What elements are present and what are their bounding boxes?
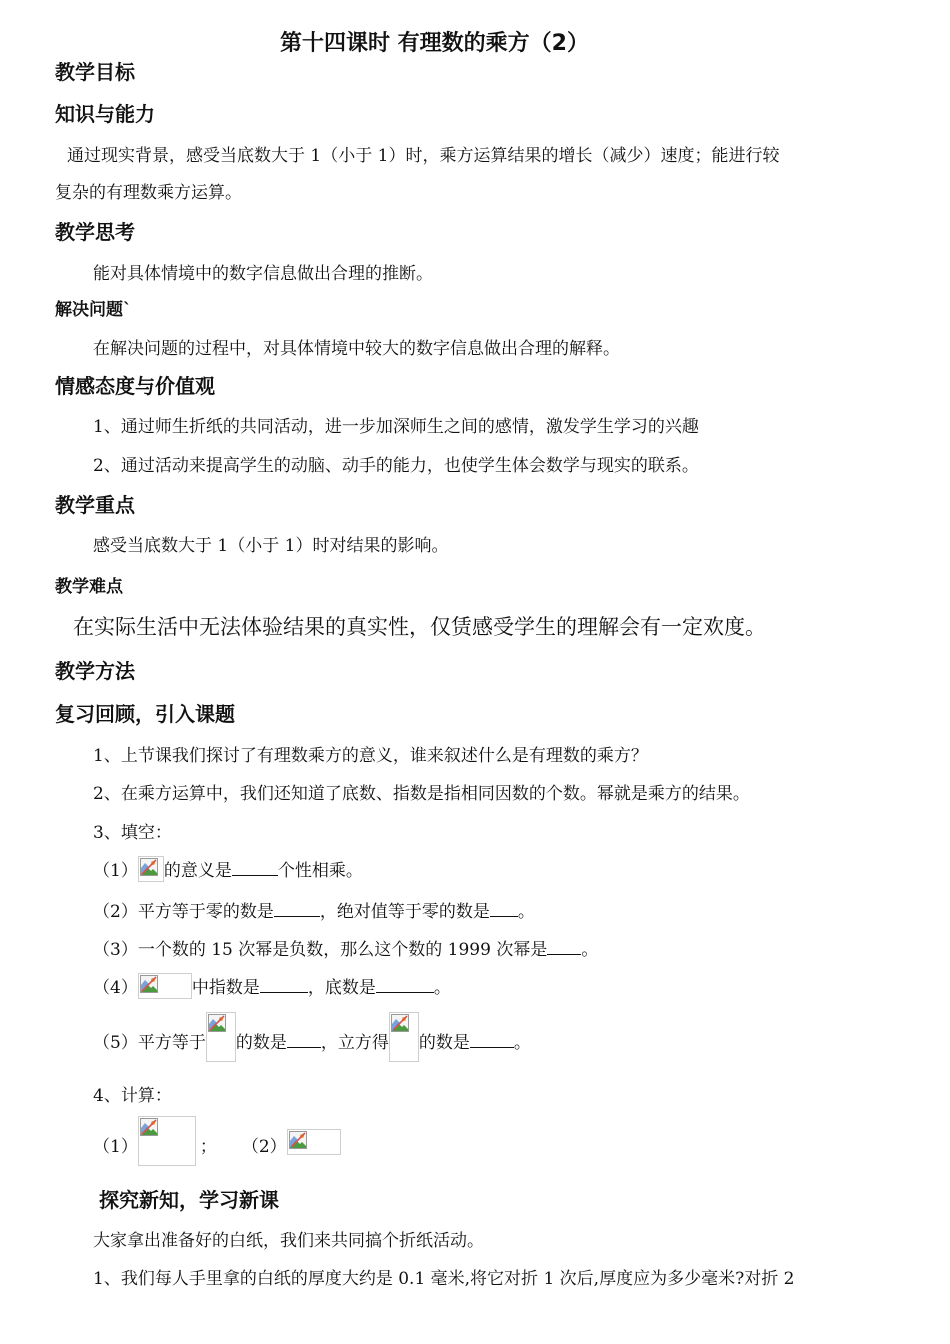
review-item-1: 1、上节课我们探讨了有理数乘方的意义，谁来叙述什么是有理数的乘方？ [93,746,648,766]
answer-blank [287,1033,321,1048]
formula-image [389,1012,419,1062]
broken-image-icon [391,1014,409,1032]
heading-methods: 教学方法 [55,659,135,683]
problem-solving-text: 在解决问题的过程中，对具体情境中较大的数字信息做出合理的解释。 [93,339,620,359]
heading-emotion: 情感态度与价值观 [55,374,215,398]
heading-objectives: 教学目标 [55,60,135,84]
fill-3-text: （3）一个数的 15 次幂是负数，那么这个数的 1999 次幂是 [93,940,548,960]
page-title: 第十四课时 有理数的乘方（2） [280,31,589,56]
heading-knowledge: 知识与能力 [55,102,155,126]
heading-explore: 探究新知，学习新课 [99,1188,279,1212]
broken-image-icon [140,975,158,993]
fill-4-text: 中指数是 [191,978,260,998]
fill-4-prefix: （4） [93,978,138,998]
heading-problem-solving: 解决问题` [55,300,132,320]
fill-2-text: （2）平方等于零的数是 [93,902,274,922]
answer-blank [376,978,434,993]
fill-1-prefix: （1） [93,861,138,881]
fill-5-text: （5）平方等于 [93,1033,206,1053]
answer-blank [260,978,308,993]
fill-5-text-3: 的数是 。 [418,1033,531,1053]
explore-text-2: 1、我们每人手里拿的白纸的厚度大约是 0.1 毫米,将它对折 1 次后,厚度应为多少毫米?对折 2 [93,1269,795,1289]
review-item-3: 3、填空： [93,823,172,843]
heading-difficulties: 教学难点 [55,577,123,597]
answer-blank [470,1033,514,1048]
fill-3-suffix: 。 [581,940,599,960]
fill-1-text: 的意义是 [163,861,232,881]
fill-4-text-2: ，底数是 [307,978,376,998]
formula-image [138,973,192,999]
calc-2-label: （2） [241,1137,287,1157]
fill-2-suffix: 。 [517,902,535,922]
answer-blank [547,940,581,955]
fill-item-3 [93,935,598,960]
calc-1-label: （1） [93,1137,138,1157]
knowledge-text-line1: 通过现实背景，感受当底数大于 1（小于 1）时，乘方运算结果的增长（减少）速度；能进行较 [67,146,780,166]
fill-5-text-2: 的数是 ，立方得 [235,1033,389,1053]
heading-thinking: 教学思考 [55,220,135,244]
calc-items [93,1116,341,1168]
calc-separator: ； [199,1137,217,1157]
emotion-item-1: 1、通过师生折纸的共同活动，进一步加深师生之间的感情，激发学生学习的兴趣 [93,417,699,437]
heading-review: 复习回顾，引入课题 [55,702,235,726]
broken-image-icon [140,1118,158,1136]
fill-item-2 [93,897,535,922]
formula-image [206,1012,236,1062]
heading-key-points: 教学重点 [55,493,135,517]
broken-image-icon [140,858,158,876]
emotion-item-2: 2、通过活动来提高学生的动脑、动手的能力，也使学生体会数学与现实的联系。 [93,456,699,476]
fill-4-suffix: 。 [433,978,451,998]
explore-text-1: 大家拿出准备好的白纸，我们来共同搞个折纸活动。 [93,1231,484,1251]
formula-image [138,1116,196,1166]
review-item-2: 2、在乘方运算中，我们还知道了底数、指数是指相同因数的个数。幂就是乘方的结果。 [93,784,750,804]
formula-image [287,1129,341,1155]
fill-item-1 [93,856,363,882]
broken-image-icon [208,1014,226,1032]
difficulties-text: 在实际生活中无法体验结果的真实性，仅赁感受学生的理解会有一定欢度。 [73,615,766,639]
answer-blank [274,902,320,917]
thinking-text: 能对具体情境中的数字信息做出合理的推断。 [93,264,433,284]
key-points-text: 感受当底数大于 1（小于 1）时对结果的影响。 [93,536,449,556]
calc-heading: 4、计算： [93,1086,172,1106]
answer-blank [490,902,518,917]
fill-item-5 [93,1012,531,1062]
knowledge-text-line2: 复杂的有理数乘方运算。 [55,183,242,203]
fill-2-text-2: ，绝对值等于零的数是 [319,902,490,922]
answer-blank [232,861,278,876]
fill-item-4 [93,973,451,999]
broken-image-icon [289,1131,307,1149]
fill-1-suffix: 个性相乘。 [277,861,363,881]
formula-image [138,856,164,882]
